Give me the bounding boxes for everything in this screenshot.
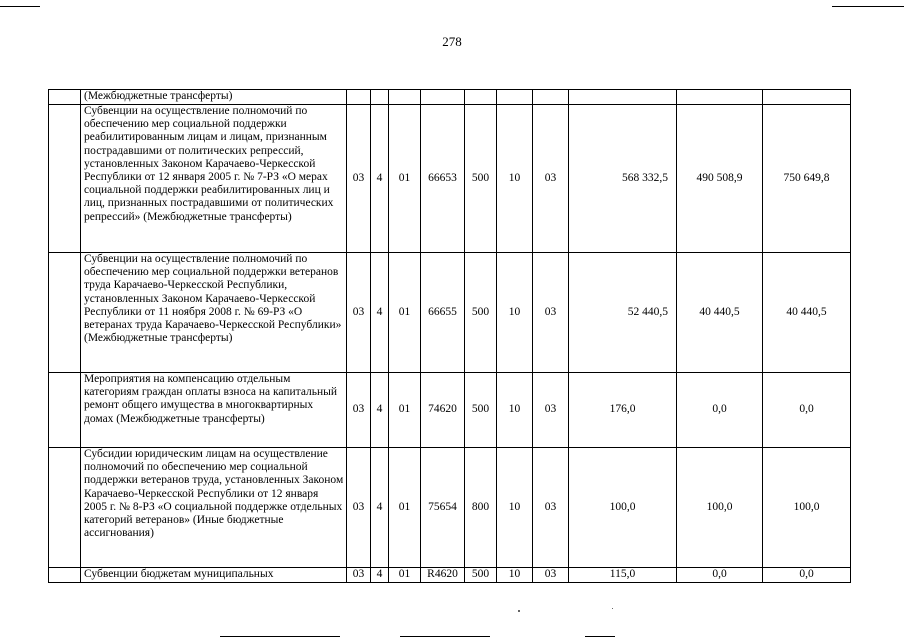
code-cell: 01 [389, 568, 421, 583]
table-row [49, 568, 851, 583]
code-cell [465, 90, 497, 105]
amount-cell [763, 90, 851, 105]
table-row [49, 253, 851, 373]
code-cell: 03 [347, 373, 371, 448]
code-cell: 01 [389, 448, 421, 568]
amount-cell: 568 332,5 [569, 105, 677, 253]
code-cell: 03 [347, 568, 371, 583]
name-cell: (Межбюджетные трансферты) [81, 90, 347, 105]
code-cell: 500 [465, 373, 497, 448]
amount-cell: 100,0 [677, 448, 763, 568]
row-number-cell [49, 90, 81, 105]
amount-cell: 40 440,5 [677, 253, 763, 373]
code-cell: 4 [371, 568, 389, 583]
top-rule-right [832, 6, 904, 7]
amount-cell: 100,0 [569, 448, 677, 568]
name-cell: Субвенции на осуществление полномочий по обеспечению мер социальной поддержки реабилитированным лицам и лицам, признанным пострадавшими от политических репрессий, установленных Законом Карачаево-Черкесской Республики от 12 января 2005 г. № 7-РЗ «О мерах социальной поддержки реабилитированных лиц и лиц, признанных пострадавшими от политических репрессий» (Межбюджетные трансферты) [81, 105, 347, 253]
code-cell [421, 90, 465, 105]
amount-cell: 0,0 [763, 373, 851, 448]
code-cell: 01 [389, 373, 421, 448]
code-cell: 10 [497, 373, 533, 448]
page-number: 278 [442, 34, 462, 49]
budget-table [48, 89, 851, 583]
code-cell: 03 [533, 253, 569, 373]
scan-speck [612, 608, 613, 609]
code-cell [389, 90, 421, 105]
amount-cell [569, 90, 677, 105]
code-cell: 10 [497, 568, 533, 583]
amount-cell: 115,0 [569, 568, 677, 583]
code-cell: 4 [371, 105, 389, 253]
amount-cell: 0,0 [677, 373, 763, 448]
name-cell: Мероприятия на компенсацию отдельным категориям граждан оплаты взноса на капитальный ремонт общего имущества в многоквартирных домах (Межбюджетные трансферты) [81, 373, 347, 448]
code-cell: 03 [533, 448, 569, 568]
scan-speck [518, 610, 520, 612]
code-cell [497, 90, 533, 105]
table-row [49, 448, 851, 568]
code-cell [533, 90, 569, 105]
table-row [49, 373, 851, 448]
code-cell: 500 [465, 253, 497, 373]
amount-cell: 750 649,8 [763, 105, 851, 253]
code-cell: 4 [371, 373, 389, 448]
code-cell: 03 [347, 448, 371, 568]
code-cell: 03 [533, 568, 569, 583]
code-cell: 74620 [421, 373, 465, 448]
code-cell: 4 [371, 448, 389, 568]
top-rule-left [0, 6, 40, 7]
amount-cell: 176,0 [569, 373, 677, 448]
row-number-cell [49, 448, 81, 568]
code-cell: 01 [389, 253, 421, 373]
code-cell: 03 [533, 373, 569, 448]
name-cell: Субвенции бюджетам муниципальных [81, 568, 347, 583]
code-cell: R4620 [421, 568, 465, 583]
table-row [49, 105, 851, 253]
name-cell: Субсидии юридическим лицам на осуществление полномочий по обеспечению мер социальной поддержки ветеранов труда, установленных Законом Карачаево-Черкесской Республики от 12 января 2005 г. № 8-РЗ «О социальной поддержке отдельных категорий ветеранов» (Иные бюджетные ассигнования) [81, 448, 347, 568]
row-number-cell [49, 105, 81, 253]
row-number-cell [49, 373, 81, 448]
code-cell: 800 [465, 448, 497, 568]
amount-cell: 40 440,5 [763, 253, 851, 373]
code-cell: 03 [533, 105, 569, 253]
code-cell: 75654 [421, 448, 465, 568]
code-cell: 4 [371, 253, 389, 373]
bottom-edge-line [400, 636, 490, 637]
code-cell [371, 90, 389, 105]
code-cell: 03 [347, 105, 371, 253]
code-cell [347, 90, 371, 105]
table-row [49, 90, 851, 105]
amount-cell: 490 508,9 [677, 105, 763, 253]
bottom-edge-line [220, 636, 340, 637]
code-cell: 10 [497, 105, 533, 253]
name-cell: Субвенции на осуществление полномочий по обеспечению мер социальной поддержки ветеранов труда Карачаево-Черкесской Республики, установленных Законом Карачаево-Черкесской Республики от 11 ноября 2008 г. № 69-РЗ «О ветеранах труда Карачаево-Черкесской Республики» (Межбюджетные трансферты) [81, 253, 347, 373]
amount-cell: 0,0 [763, 568, 851, 583]
code-cell: 01 [389, 105, 421, 253]
code-cell: 500 [465, 568, 497, 583]
code-cell: 66653 [421, 105, 465, 253]
row-number-cell [49, 253, 81, 373]
code-cell: 10 [497, 253, 533, 373]
code-cell: 10 [497, 448, 533, 568]
code-cell: 03 [347, 253, 371, 373]
code-cell: 500 [465, 105, 497, 253]
bottom-edge-line [585, 636, 615, 637]
amount-cell: 52 440,5 [569, 253, 677, 373]
code-cell: 66655 [421, 253, 465, 373]
amount-cell: 0,0 [677, 568, 763, 583]
amount-cell: 100,0 [763, 448, 851, 568]
amount-cell [677, 90, 763, 105]
row-number-cell [49, 568, 81, 583]
